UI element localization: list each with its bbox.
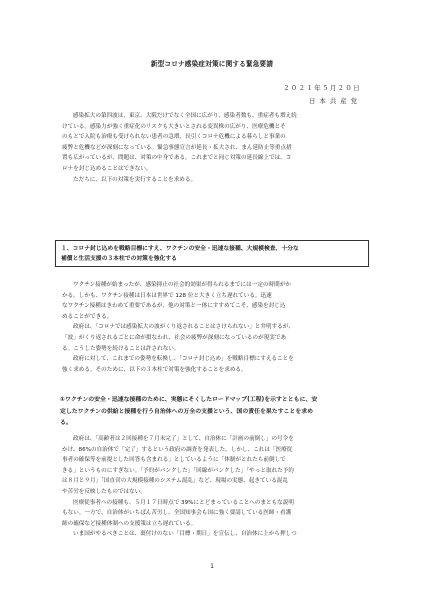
text-line: る。こうした姿勢を続けることは許されない。	[62, 345, 180, 352]
subheading	[60, 395, 368, 430]
section1-paragraph	[62, 280, 365, 322]
text-line: なワクチン接種はきわめて重要であるが、他の対策と一体にすすめてこそ、感染を封じ込	[62, 303, 286, 310]
subheading-line: 定したワクチンの供給と接種を行う自治体への万全の支援という、国の責任を果たすことを求め	[60, 408, 314, 415]
text-line: ワクチン接種が始まったが、感染抑止の社会的効果が得られるまでには一定の時間がか	[73, 282, 291, 288]
text-line: けている。感染力が強く重症化のリスクも大きいとされる変異株の広がり、医療危機とそ	[62, 123, 286, 130]
text-line: 疲弊と危機などが深刻になっている。緊急事態宣言が延長・拡大され、まん延防止等重点措	[62, 144, 292, 151]
text-line: は８月と９月」「国直営の大規模接種のシステム混乱」など、現場の実態、起きている混乱	[62, 478, 288, 485]
sub-paragraph	[62, 529, 365, 540]
section-heading-line: 補償と生活支援の３本柱での対策を強化する	[61, 256, 177, 263]
text-line: 政府に対して、これまでの姿勢を転換し、「コロナ封じ込め」を戦略目標にすえることを	[73, 356, 294, 363]
section1-paragraph	[62, 354, 365, 375]
text-line: のもとで入院も治療も受けられない患者の急増、長引くコロナ危機による暮らしと事業の	[62, 134, 286, 141]
text-line: いま国がやるべきことは、裏付けのない「目標・期日」を宣伝し、自治体に上から押しつ	[73, 531, 297, 538]
intro-paragraph	[62, 111, 365, 175]
text-line: 事者の確保等を前提とした回答も含まれる」としているように「体制がとれたら前倒しで	[62, 457, 286, 464]
text-line: ロナを封じ込めることはできない。	[62, 165, 152, 172]
sub-paragraph	[62, 498, 365, 530]
document-title: 新型コロナ感染症対策に関する緊急要請	[150, 60, 274, 68]
text-line: 師の確保など接種体制への支援策は立ち遅れている。	[62, 520, 197, 527]
subheading-line: る。	[60, 420, 72, 426]
section1-body	[62, 280, 365, 375]
text-line: めることができる。	[62, 313, 113, 320]
page-number: 1	[210, 563, 214, 570]
text-line: きる」というものにすぎない。「予約がパンクした」「回線がパンクした」「やっと取れた予約	[62, 467, 294, 474]
section1-paragraph	[62, 322, 365, 354]
text-line: 強く求める。そのために、以下の３本柱で対策を強化することを求める。	[62, 366, 247, 373]
text-line: かけ、86%の自治体で「完了」するという政府の調査を発表した。しかし、これは「医療従	[62, 446, 293, 453]
text-line: 感染拡大の第四波は、東京、大阪だけでなく全国に広がり、感染者数も、重症者も増え続	[73, 113, 297, 119]
document-author: 日本共産党	[309, 97, 361, 105]
text-line: もない。一方で、自治体がいちばん苦労し、全国知事会も国に強く要請している医師・看護	[62, 510, 292, 517]
intro-paragraph	[62, 175, 365, 186]
subheading-line: ①ワクチンの安全・迅速な接種のために、実態にそくしたロードマップ(工程)を示すとともに、安	[60, 397, 318, 403]
text-line: 「波」がくり返されるごとに命が損なわれ、社会の疲弊が深刻になっているのが現実であ	[62, 334, 287, 341]
section-heading-line: １、コロナ封じ込めを戦略目標にすえ、ワクチンの安全・迅速な接種、大規模検査、十分な	[61, 246, 299, 252]
section-heading-box	[55, 240, 369, 267]
intro-section	[62, 111, 365, 185]
text-line: 政府は、「コロナでは感染拡大の波がくり返されることはさけられない」と弁明するが、	[73, 324, 294, 331]
sub-paragraph	[62, 434, 365, 498]
text-line: 医療従事者への接種も、５月１７日時点で 39%にとどまっていることへのまともな説明	[73, 499, 294, 506]
subsection-body	[62, 434, 365, 540]
text-line: ただちに、以下の対策を実行することを求める。	[73, 176, 197, 183]
text-line: 政府は、「高齢者は２回接種を７月末完了」として、自治体に「計画の前倒し」の号令を	[73, 436, 294, 442]
text-line: かる。しかも、ワクチン接種は日本は世界で 128 位と大きく立ち遅れている。迅速	[62, 292, 272, 299]
document-date: ２０２１年５月２０日	[283, 84, 361, 92]
text-line: 置も広がっているが、問題は、対策の中身である。これまでと同じ対策の延長線上では、コ	[62, 155, 292, 162]
text-line: や苦労を反映したものではない。	[62, 488, 146, 495]
